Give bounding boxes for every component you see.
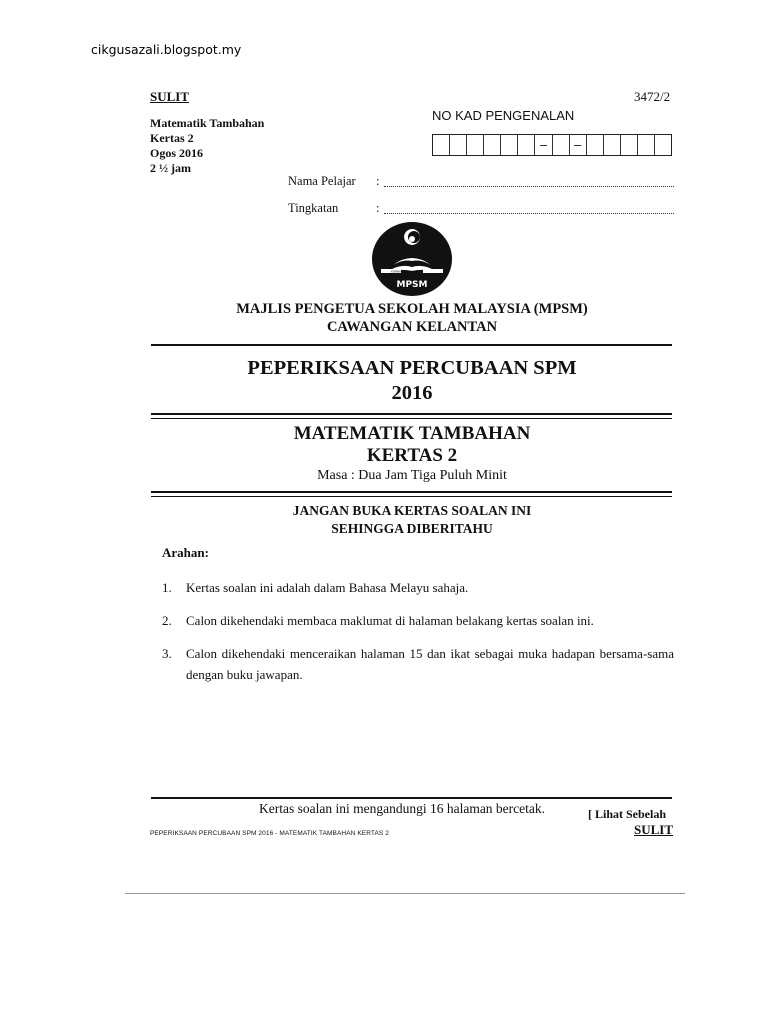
subject-line: Ogos 2016	[150, 146, 204, 160]
organization-branch: CAWANGAN KELANTAN	[326, 319, 498, 335]
instruction-number: 3.	[162, 646, 172, 661]
scan-edge-line	[125, 893, 685, 894]
instruction-text: Calon dikehendaki menceraikan halaman 15 dan ikat sebagai muka hadapan bersama-sama dengan buku jawapan.	[186, 646, 674, 682]
id-digit-cell[interactable]	[621, 135, 638, 155]
id-separator: –	[539, 137, 548, 152]
divider	[151, 491, 672, 493]
warning-line: SEHINGGA DIBERITAHU	[331, 521, 493, 536]
divider	[151, 797, 672, 799]
student-name-field[interactable]	[384, 186, 674, 187]
id-separator: –	[574, 137, 582, 152]
instruction-text: Calon dikehendaki membaca maklumat di halaman belakang kertas soalan ini.	[186, 613, 594, 628]
classification-label-bottom: SULIT	[634, 822, 674, 837]
id-digit-cell[interactable]	[501, 135, 518, 155]
id-digit-cell[interactable]	[518, 135, 535, 155]
id-number-label: NO KAD PENGENALAN	[432, 108, 575, 123]
id-digit-cell[interactable]	[535, 135, 552, 155]
id-digit-cell[interactable]	[638, 135, 655, 155]
id-digit-cell[interactable]	[655, 135, 671, 155]
paper-code: 3472/2	[634, 89, 671, 104]
id-digit-cell[interactable]	[570, 135, 587, 155]
id-digit-cell[interactable]	[484, 135, 501, 155]
subject-line: Kertas 2	[150, 131, 194, 145]
running-footer: PEPERIKSAAN PERCUBAAN SPM 2016 - MATEMATIK TAMBAHAN KERTAS 2	[150, 830, 389, 837]
subject-line: 2 ½ jam	[150, 161, 191, 175]
subject-line: Matematik Tambahan	[150, 116, 265, 130]
student-name-label: Nama Pelajar	[288, 174, 356, 188]
exam-duration: Masa : Dua Jam Tiga Puluh Minit	[317, 468, 507, 483]
page-count-note: Kertas soalan ini mengandungi 16 halaman bercetak.	[259, 801, 546, 816]
exam-subject: MATEMATIK TAMBAHAN	[293, 423, 531, 444]
classification-label: SULIT	[150, 89, 190, 104]
divider	[151, 418, 672, 419]
instructions-heading: Arahan:	[162, 545, 209, 560]
id-number-boxes[interactable]	[432, 134, 672, 156]
instruction-number: 1.	[162, 580, 172, 595]
blog-url: cikgusazali.blogspot.my	[91, 42, 242, 57]
next-page-note: [ Lihat Sebelah	[588, 807, 667, 821]
organization-name: MAJLIS PENGETUA SEKOLAH MALAYSIA (MPSM)	[236, 301, 588, 317]
id-digit-cell[interactable]	[553, 135, 570, 155]
svg-text:KEMBARAN SEKOLAH: KEMBARAN SEKOLAH	[391, 269, 421, 274]
divider	[151, 496, 672, 497]
instruction-text: Kertas soalan ini adalah dalam Bahasa Melayu sahaja.	[186, 580, 469, 595]
exam-title: PEPERIKSAAN PERCUBAAN SPM	[247, 357, 577, 379]
mpsm-logo	[371, 221, 453, 297]
field-separator: :	[376, 174, 380, 188]
divider	[151, 344, 672, 346]
divider	[151, 413, 672, 415]
form-level-field[interactable]	[384, 213, 674, 214]
field-separator: :	[376, 201, 380, 215]
form-level-label: Tingkatan	[288, 201, 339, 215]
id-digit-cell[interactable]	[433, 135, 450, 155]
id-digit-cell[interactable]	[467, 135, 484, 155]
id-digit-cell[interactable]	[604, 135, 621, 155]
exam-paper: KERTAS 2	[366, 445, 458, 466]
warning-line: JANGAN BUKA KERTAS SOALAN INI	[292, 503, 532, 518]
instruction-number: 2.	[162, 613, 172, 628]
id-digit-cell[interactable]	[587, 135, 604, 155]
id-digit-cell[interactable]	[450, 135, 467, 155]
svg-text:MPSM: MPSM	[396, 280, 428, 290]
exam-year: 2016	[391, 382, 433, 404]
